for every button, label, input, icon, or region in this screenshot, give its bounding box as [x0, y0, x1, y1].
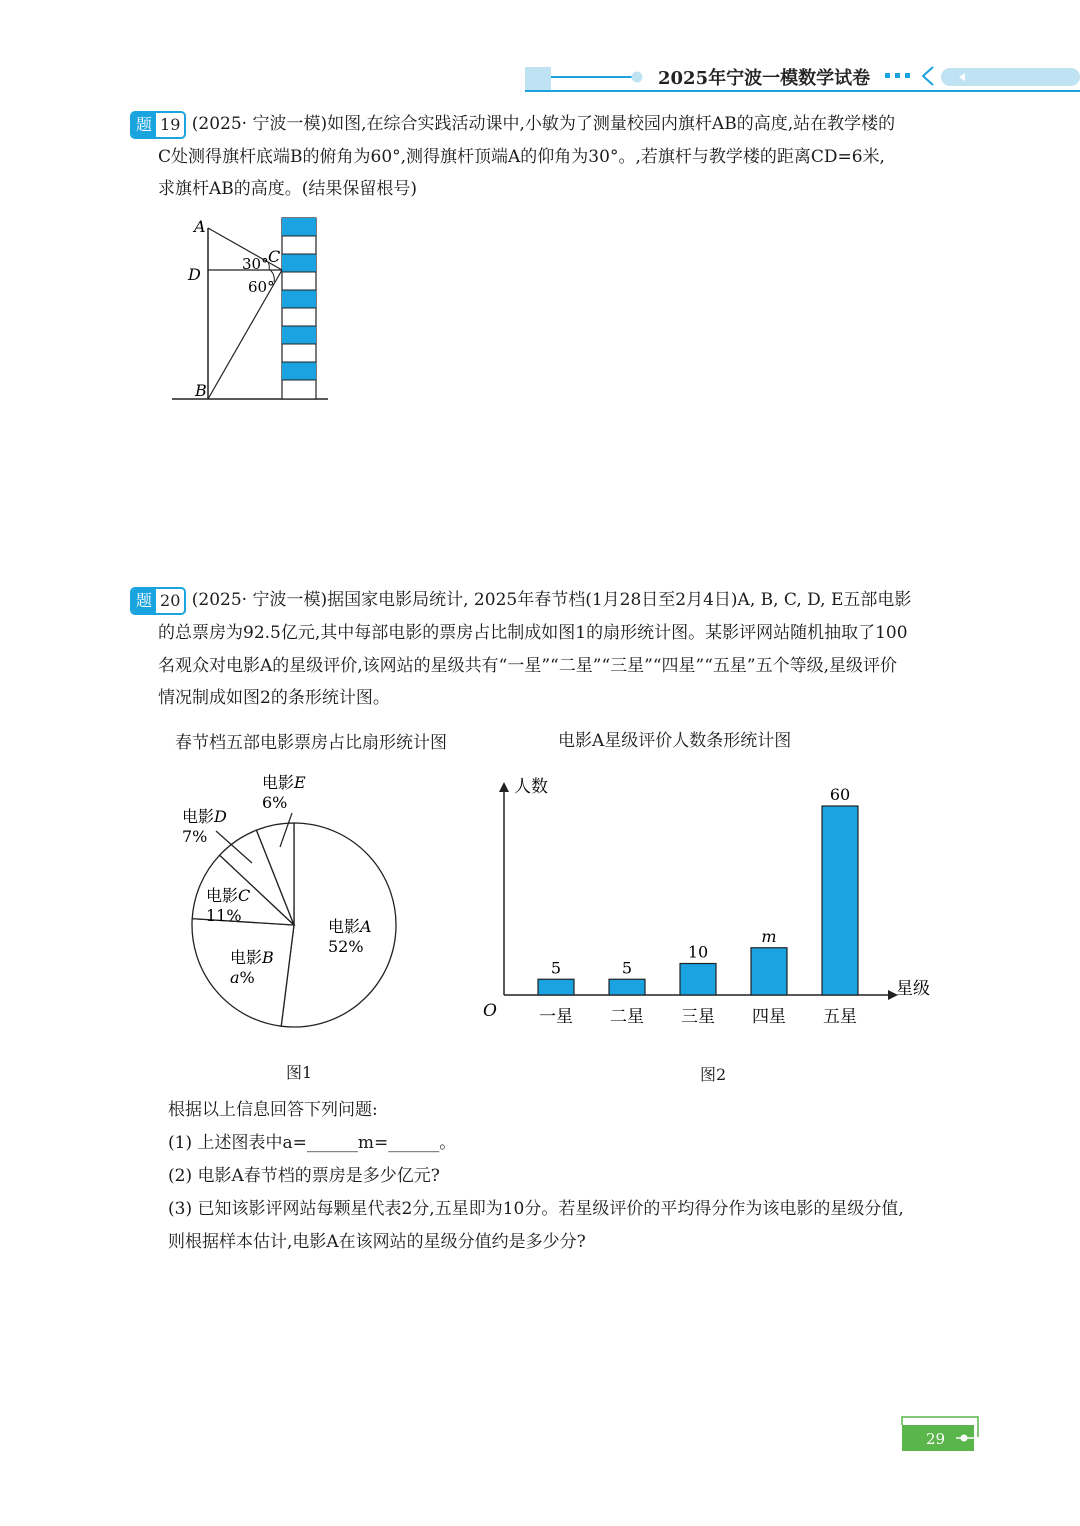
- x-axis-label: 星级: [896, 979, 930, 999]
- y-axis-label: 人数: [514, 777, 548, 797]
- q20-line1: [130, 584, 911, 617]
- q19-number: 19: [156, 111, 184, 139]
- sub-question-3-line2: 则根据样本估计,电影A在该网站的星级分值约是多少分?: [168, 1232, 586, 1252]
- q19-text-2: C处测得旗杆底端B的俯角为60°,测得旗杆顶端A的仰角为30°。,若旗杆与教学楼的距离CD=6米,: [158, 147, 885, 167]
- building: [282, 218, 316, 399]
- label-a: A: [194, 217, 206, 236]
- bar: [680, 964, 716, 996]
- q20-badge: [130, 587, 186, 615]
- bar-category-label: 四星: [752, 1007, 786, 1027]
- q20-text-3: 名观众对电影A的星级评价,该网站的星级共有“一星”“二星”“三星”“四星”“五星”五个等级,星级评价: [158, 656, 897, 676]
- q20-text-2: 的总票房为92.5亿元,其中每部电影的票房占比制成如图1的扇形统计图。某影评网站随机抽取了100: [158, 623, 908, 643]
- pie-slice-name: 电影C: [206, 886, 251, 905]
- page-number: 29: [926, 1430, 946, 1448]
- q19-source: (2025· 宁波一模): [191, 114, 328, 134]
- q20-text-1: 据国家电影局统计, 2025年春节档(1月28日至2月4日)A, B, C, D, E五部电影: [327, 590, 912, 610]
- q19-badge-label: 题: [132, 113, 156, 137]
- sub-question-2: (2) 电影A春节档的票房是多少亿元?: [168, 1166, 440, 1186]
- bar-chart: [470, 770, 940, 1040]
- bar-category-label: 二星: [610, 1007, 644, 1027]
- q19-line1: [130, 108, 895, 141]
- questions-intro: 根据以上信息回答下列问题:: [168, 1100, 378, 1120]
- pie-slice-name: 电影E: [262, 773, 306, 792]
- bar-chart-title: 电影A星级评价人数条形统计图: [558, 731, 792, 751]
- bar: [609, 979, 645, 995]
- q20-text-4: 情况制成如图2的条形统计图。: [158, 688, 390, 708]
- q20-badge-label: 题: [132, 589, 156, 613]
- bar: [538, 979, 574, 995]
- bar-value-label: m: [761, 926, 777, 946]
- header-title: 2025年宁波一模数学试卷: [658, 68, 871, 89]
- bar-category-label: 五星: [823, 1007, 857, 1027]
- q19-text-1: 如图,在综合实践活动课中,小敏为了测量校园内旗杆AB的高度,站在教学楼的: [327, 114, 896, 134]
- q19-badge: [130, 111, 186, 139]
- origin-label: O: [483, 1001, 497, 1021]
- pie-slice-percent: a%: [230, 968, 255, 987]
- q20-number: 20: [156, 587, 184, 615]
- y-axis-arrow: [499, 782, 509, 792]
- bar-category-label: 一星: [539, 1007, 573, 1027]
- angle-60-label: 60°: [248, 278, 275, 296]
- label-c: C: [268, 247, 281, 266]
- pie-slice-percent: 11%: [206, 906, 242, 925]
- q19-text-3: 求旗杆AB的高度。(结果保留根号): [158, 179, 418, 199]
- fig2-caption: 图2: [700, 1065, 727, 1084]
- pie-slice-name: 电影A: [328, 917, 372, 936]
- q19-figure: [160, 210, 340, 410]
- pie-slice-name: 电影D: [182, 807, 227, 826]
- bar: [751, 948, 787, 995]
- bar-value-label: 10: [687, 942, 709, 962]
- sub-question-1: (1) 上述图表中a=______m=______。: [168, 1133, 457, 1153]
- pie-slice-percent: 7%: [182, 827, 208, 846]
- pie-slice-percent: 6%: [262, 793, 288, 812]
- bar-category-label: 三星: [681, 1007, 715, 1027]
- bar: [822, 806, 858, 995]
- bar-value-label: 60: [829, 785, 851, 804]
- page-number-box: [898, 1415, 982, 1453]
- pie-chart: [170, 765, 430, 1045]
- q20-source: (2025· 宁波一模): [191, 590, 328, 610]
- pie-chart-title: 春节档五部电影票房占比扇形统计图: [175, 733, 447, 753]
- sub-question-3-line1: (3) 已知该影评网站每颗星代表2分,五星即为10分。若星级评价的平均得分作为该电影的星级分值,: [168, 1199, 904, 1219]
- bar-value-label: 5: [621, 958, 633, 978]
- fig1-caption: 图1: [286, 1063, 313, 1082]
- label-b: B: [195, 381, 207, 400]
- label-d: D: [188, 265, 201, 284]
- bar-value-label: 5: [550, 958, 562, 978]
- angle-30-label: 30°: [242, 255, 269, 273]
- pie-slice-percent: 52%: [328, 937, 364, 956]
- pie-slice-name: 电影B: [230, 948, 274, 967]
